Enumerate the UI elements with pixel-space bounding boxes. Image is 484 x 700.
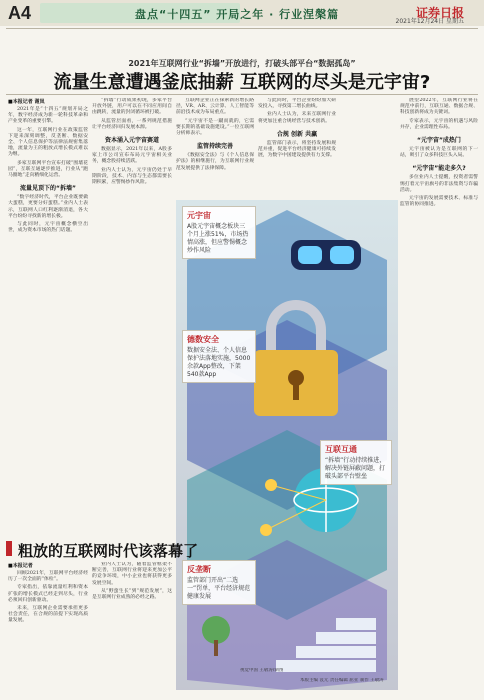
info-box-title: 互联互通 bbox=[325, 445, 357, 454]
article-column-1 bbox=[8, 98, 88, 530]
second-article-column-2 bbox=[92, 562, 172, 690]
paragraph: 专家表示，元宇宙的机遇与风险并存，企业需理性布局。 bbox=[400, 118, 478, 130]
subheading: 流量见顶下的“拆墙” bbox=[20, 185, 76, 193]
article-column-2 bbox=[92, 98, 172, 530]
paragraph: 业内人士认为，未来互联网行业将更加注重合规经营与技术创新。 bbox=[258, 112, 336, 124]
paragraph: 元宇宙被认为是互联网的下一站，吸引了众多科技巨头入局。 bbox=[400, 147, 478, 159]
info-box-title: 反垄断 bbox=[187, 565, 211, 574]
paragraph: 与此同时，元宇宙概念横空出世，成为资本市场的热门话题。 bbox=[8, 222, 88, 234]
page-number: A4 bbox=[8, 3, 32, 23]
paragraph: 专家指出，依靠流量红利和资本扩张的增长模式已经走到尽头，行业必须回归创新驱动。 bbox=[8, 585, 88, 603]
info-box-body: A股元宇宙概念板块三个月上涨51%，市场热情高涨，但应警惕概念炒作风险 bbox=[187, 223, 249, 254]
info-box-title: 元宇宙 bbox=[187, 211, 211, 220]
issue-date: 2021年12月24日 星期五 bbox=[395, 18, 464, 25]
vr-headset-icon bbox=[291, 240, 361, 270]
info-box-antitrust bbox=[182, 560, 256, 605]
paragraph: 数据显示，2021年以来，A股多家上市公司宣布布局元宇宙相关业务，概念股持续活跃。 bbox=[92, 147, 172, 165]
editor-credit: 本版主编 袁元 责任编辑 屈亚 制作 王敬涛 bbox=[300, 678, 384, 683]
paragraph: 业内人士认为，元宇宙仍处于早期阶段，技术、内容与生态都需要长期积累，应警惕炒作风险。 bbox=[92, 167, 172, 186]
article-column-4 bbox=[258, 98, 336, 198]
subheading: “元宇宙”能走多久? bbox=[412, 165, 466, 173]
paragraph: 与此同时，平台企业纷纷加大研发投入，寻找第二增长曲线。 bbox=[258, 98, 336, 110]
paragraph: 业内人士认为，随着监管框架不断完善，互联网行业将迎来更加公平的竞争环境，中小企业也将获得更多发展空间。 bbox=[92, 562, 172, 586]
second-article-headline: 粗放的互联网时代该落幕了 bbox=[18, 542, 199, 560]
paragraph: 元宇宙的发展需要技术、标准与监管的协同推进。 bbox=[400, 196, 478, 208]
byline: ■本报记者 bbox=[8, 563, 33, 569]
subheading: 监管持续完善 bbox=[196, 143, 233, 151]
subheading: 合规 创新 共赢 bbox=[276, 130, 318, 138]
paragraph: 展望2022年，互联网行业将在规范中前行，互联互通、数据合规、科技创新将成为关键词。 bbox=[400, 98, 478, 116]
info-box-body: 监管部门开出“二选一”罚单，平台经济规范健康发展 bbox=[187, 577, 251, 600]
info-box-body: “拆墙”行动持续推进，解决外链屏蔽问题，打破头部平台壁垒 bbox=[325, 457, 386, 480]
paragraph: 多位业内人士提醒，投资者需警惕打着元宇宙旗号的非法集资与诈骗活动。 bbox=[400, 175, 478, 193]
paragraph: 这一年，互联网行业在政策监管下迎来深刻调整，反垄断、数据安全、个人信息保护等法律法规密集落地，流量为王的粗放式增长模式难以为继。 bbox=[8, 127, 88, 158]
paragraph: 回顾2021年，互联网平台经济经历了一次全面的“体检”。 bbox=[8, 571, 88, 583]
headline-rule bbox=[6, 94, 478, 95]
paragraph: 监管部门表示，将坚持发展和规范并重，促进平台经济健康可持续发展，为数字中国建设提供有力支撑。 bbox=[258, 140, 336, 159]
info-box-title: 德数安全 bbox=[187, 335, 219, 344]
paragraph: 《数据安全法》与《个人信息保护法》的相继施行，为互联网行业规范发展提供了法律保障。 bbox=[176, 153, 254, 171]
info-box-metaverse bbox=[182, 206, 256, 259]
headline-kicker: 2021年互联网行业“拆墙”开放进行，打破头部平台“数据孤岛” bbox=[128, 59, 356, 68]
paragraph: “数字经济时代，平台企业既要做大蛋糕，更要分好蛋糕。”业内人士表示，互联网人口红利逐渐消退，各大平台纷纷寻找新的增长极。 bbox=[8, 195, 88, 219]
paragraph: 未来，互联网企业需要承担更多社会责任，在合规的前提下实现高质量发展。 bbox=[8, 606, 88, 624]
paragraph: “元宇宙不是一蹴而就的，它需要长期的基础设施建设。”一位互联网分析师表示。 bbox=[176, 118, 254, 137]
top-rule bbox=[6, 28, 478, 29]
second-article-column-1 bbox=[8, 562, 88, 690]
newspaper-brand: 证券日报 bbox=[415, 6, 464, 20]
info-box-body: 数据安全法、个人信息保护法落地实施，5000余款App整改，下架540款App bbox=[187, 347, 251, 378]
info-box-data-security bbox=[182, 330, 256, 383]
main-headline: 流量生意遭遇釜底抽薪 互联网的尽头是元宇宙? bbox=[53, 72, 431, 93]
paragraph: 从监管层面看，一系列规范措施让平台经济回归发展本源。 bbox=[92, 118, 172, 130]
section-marker bbox=[6, 541, 12, 556]
art-credit: 视觉中国 王敬涛/制图 bbox=[240, 668, 284, 673]
section-title: 盘点“十四五” 开局之年 · 行业涅槃篇 bbox=[135, 8, 340, 21]
article-column-5 bbox=[400, 98, 478, 688]
paragraph: 互联网企业正在探索新的增长路径，VR、AR、云计算、人工智能等前沿技术成为布局重点。 bbox=[176, 98, 254, 116]
paragraph: 多家互联网平台宣布打破“围墙花园”，互联互通逐步推进，行业从“跑马圈地”走向精细化运营。 bbox=[8, 160, 88, 179]
paragraph: “拆墙”行动成果初现，多家平台开放外链，用户可以在不同应用间自由跳转，流量的封闭循环被打破。 bbox=[92, 98, 172, 116]
paragraph: 从“野蛮生长”到“规范发展”，这是互联网行业成熟的必经之路。 bbox=[92, 588, 172, 601]
subheading: 资本涌入元宇宙赛道 bbox=[104, 137, 159, 145]
subheading: “元宇宙”成热门 bbox=[417, 137, 461, 145]
paragraph: 2021年是“十四五”规划开局之年，数字经济成为新一轮科技革命和产业变革的重要引擎。 bbox=[8, 107, 88, 125]
byline: ■本报记者 谢岚 bbox=[8, 99, 45, 105]
info-box-interconnect bbox=[320, 440, 392, 485]
